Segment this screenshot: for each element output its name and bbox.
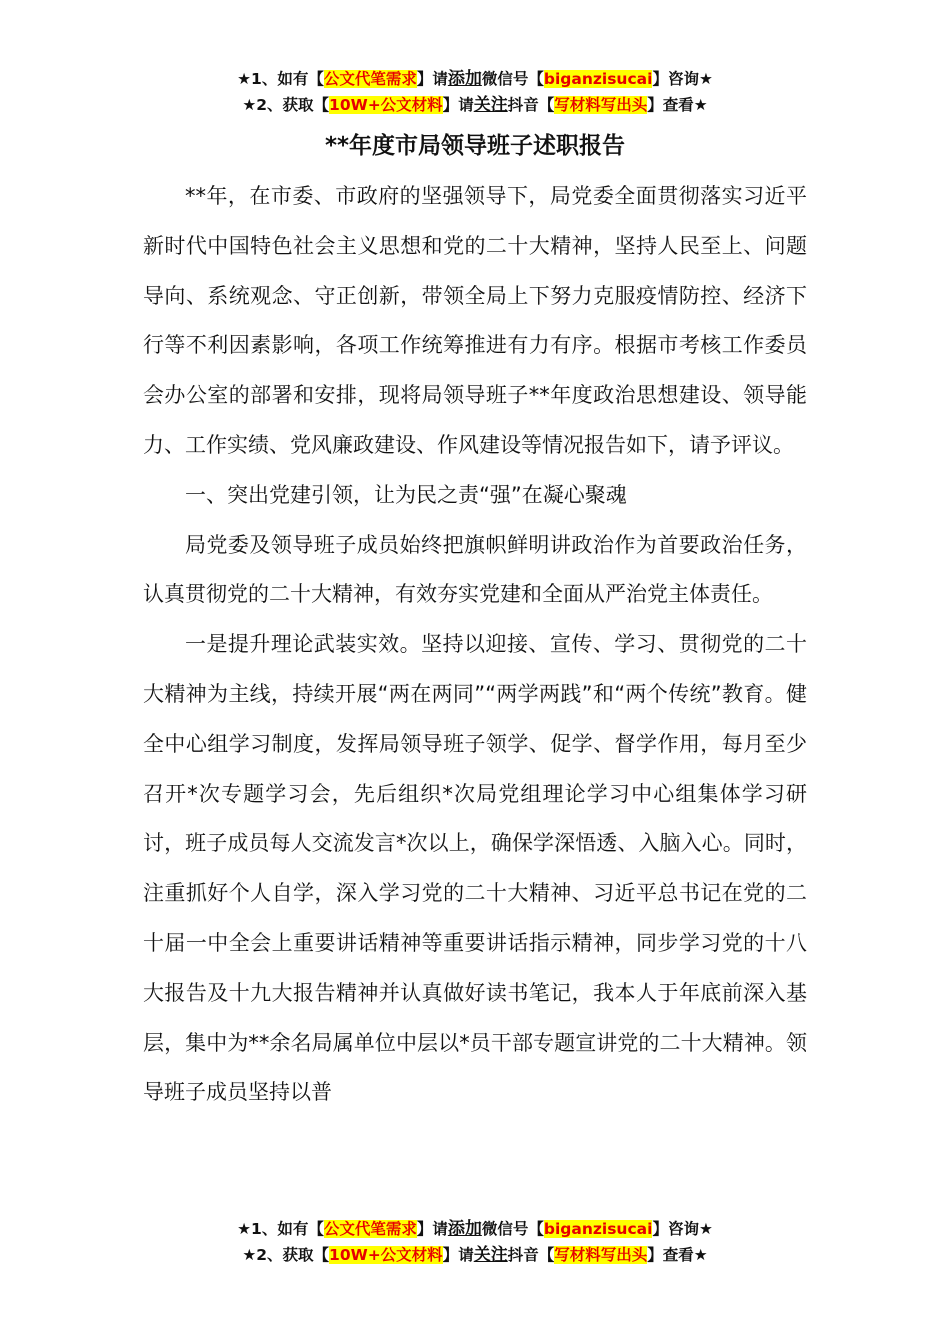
banner-text: 】查看★ [647,96,708,114]
banner-text: 】请 [442,96,474,114]
paragraph-section-1: 局党委及领导班子成员始终把旗帜鲜明讲政治作为首要政治任务，认真贯彻党的二十大精神，有效夯实党建和全面从严治党主体责任。 [143,532,807,607]
banner-text: 抖音【 [507,1246,555,1264]
banner-text: ★2、获取【 [242,96,330,114]
highlight-douyin-id: 写材料写出头 [554,1246,648,1264]
banner-line-2 [0,92,950,118]
banner-text: 微信号【 [481,1220,544,1238]
banner-text: 】请 [416,1220,448,1238]
banner-text: 】请 [442,1246,474,1264]
footer-banner [0,1216,950,1268]
highlight-materials: 10W+公文材料 [329,1246,443,1264]
banner-text: 】请 [416,70,448,88]
banner-text: ★2、获取【 [242,1246,330,1264]
banner-line-2 [0,1242,950,1268]
highlight-wechat-id: biganzisucai [543,1220,653,1238]
banner-line-1 [0,66,950,92]
banner-text: ★1、如有【 [237,1220,324,1238]
section-heading-1: 一、突出党建引领，让为民之责“强”在凝心聚魂 [185,482,627,507]
highlight-douyin-id: 写材料写出头 [554,96,648,114]
banner-text: 】查看★ [647,1246,708,1264]
document-body [143,172,807,1118]
paragraph-theory: 一是提升理论武装实效。坚持以迎接、宣传、学习、贯彻党的二十大精神为主线，持续开展“两在两同”“两学两践”和“两个传统”教育。健全中心组学习制度，发挥局领导班子领学、促学、督学作用，每月至少召开*次专题学习会，先后组织*次局党组理论学习中心组集体学习研讨，班子成员每人交流发言*次以上，确保学深悟透、入脑入心。同时，注重抓好个人自学，深入学习党的二十大精神、习近平总书记在党的二十届一中全会上重要讲话精神等重要讲话指示精神，同步学习党的十八大报告及十九大报告精神并认真做好读书笔记，我本人于年底前深入基层，集中为**余名局属单位中层以*员干部专题宣讲党的二十大精神。领导班子成员坚持以普 [143,632,807,1105]
document-title: **年度市局领导班子述职报告 [324,133,626,159]
banner-line-1 [0,1216,950,1242]
underlined-add: 添加 [447,69,482,89]
highlight-materials: 10W+公文材料 [329,96,443,114]
header-banner [0,66,950,118]
highlight-service: 公文代笔需求 [323,70,417,88]
underlined-follow: 关注 [473,95,508,115]
highlight-service: 公文代笔需求 [323,1220,417,1238]
banner-text: 】咨询★ [652,70,713,88]
underlined-add: 添加 [447,1219,482,1239]
banner-text: 抖音【 [507,96,555,114]
banner-text: 微信号【 [481,70,544,88]
underlined-follow: 关注 [473,1245,508,1265]
paragraph-intro: **年，在市委、市政府的坚强领导下，局党委全面贯彻落实习近平新时代中国特色社会主义思想和党的二十大精神，坚持人民至上、问题导向、系统观念、守正创新，带领全局上下努力克服疫情防控、经济下行等不利因素影响，各项工作统筹推进有力有序。根据市考核工作委员会办公室的部署和安排，现将局领导班子**年度政治思想建设、领导能力、工作实绩、党风廉政建设、作风建设等情况报告如下，请予评议。 [143,184,807,457]
banner-text: 】咨询★ [652,1220,713,1238]
banner-text: ★1、如有【 [237,70,324,88]
highlight-wechat-id: biganzisucai [543,70,653,88]
